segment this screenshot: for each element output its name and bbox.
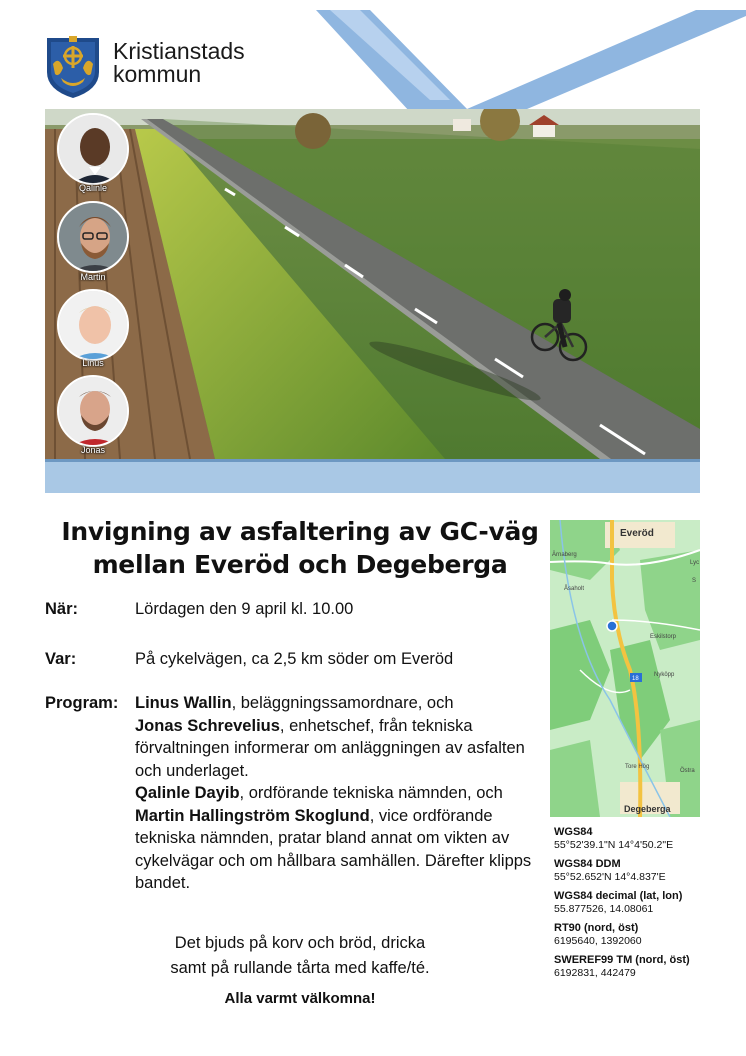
offer-line2: samt på rullande tårta med kaffe/té. [170,959,430,977]
coat-of-arms-logo [45,34,101,100]
coord-value: 6195640, 1392060 [554,935,642,947]
org-name-line1: Kristianstads [113,38,245,64]
page-title [40,515,560,581]
welcome-text: Alla varmt välkomna! [224,990,376,1007]
decorative-stripes [300,0,746,112]
when-label: När: [45,600,79,618]
coord-value: 55°52'39.1"N 14°4'50.2"E [554,839,674,851]
organization-name [113,40,245,86]
coord-label: WGS84 decimal (lat, lon) [554,890,683,902]
coord-wgs84-decimal [554,889,724,916]
map-label-nykopp: Nyköpp [654,672,675,678]
program-name-qalinle: Qalinle Dayib [135,784,240,802]
coord-wgs84 [554,825,724,852]
map-label-tore-hog: Tore Hög [625,764,650,770]
avatar-label-jonas: Jonas [80,445,106,455]
avatar-label-martin: Martin [80,272,106,282]
hero-photo [45,109,700,459]
avatar-label-qalinle: Qalinle [78,183,107,193]
location-map [550,520,700,817]
coord-value: 55°52.652'N 14°4.837'E [554,871,666,883]
program-text-4: , vice ordförande tekniska nämnden, pratar bland annat om vikten av cykelvägar och om hållbara samhällen. Därefter klipps bandet. [135,806,532,892]
title-line2: mellan Everöd och Degeberga [92,550,508,579]
program-name-martin: Martin Hallingström Skoglund [135,806,370,825]
program-text-2: , enhetschef, från tekniska förvaltningen informerar om anläggningen av asfalten och underlaget. [135,716,525,780]
program-name-linus: Linus Wallin [135,694,232,712]
avatar-linus [57,289,129,361]
coordinates-list [554,825,724,985]
program-text [135,692,555,895]
coord-label: RT90 (nord, öst) [554,922,639,934]
org-name-line2: kommun [113,61,202,87]
coord-sweref99 [554,953,724,980]
hero-band [45,459,700,493]
map-label-ostra: Östra [680,768,695,774]
coord-rt90 [554,921,724,948]
map-label-s: S [692,578,697,584]
program-text-1: , beläggningssamordnare, och [231,694,454,712]
program-label: Program: [45,694,119,712]
where-label: Var: [45,650,77,668]
coord-label: WGS84 [554,826,593,838]
avatar-label-linus: Linus [82,358,104,368]
map-label-asaholt: Åsaholt [564,586,585,592]
map-label-everod: Everöd [620,528,654,539]
avatar-jonas [57,375,129,447]
map-label-degeberga: Degeberga [624,804,671,814]
program-text-3: , ordförande tekniska nämnden, och [239,784,503,802]
map-label-armaberg: Ärnaberg [552,552,577,558]
avatar-qalinle [57,113,129,185]
map-label-road: 18 [632,676,639,682]
coord-label: WGS84 DDM [554,858,621,870]
offer-line1: Det bjuds på korv och bröd, dricka [174,934,426,952]
map-label-eskilstorp: Eskilstorp [650,634,677,640]
coord-wgs84-ddm [554,857,724,884]
title-line1: Invigning av asfaltering av GC-väg [61,517,539,546]
where-value: På cykelvägen, ca 2,5 km söder om Everöd [135,650,454,668]
map-label-lyc: Lyc [690,560,700,566]
offer-text [100,931,500,981]
program-name-jonas: Jonas Schrevelius [135,716,280,735]
coord-value: 55.877526, 14.08061 [554,903,654,915]
when-value: Lördagen den 9 april kl. 10.00 [135,600,354,618]
avatar-martin [57,201,129,273]
coord-value: 6192831, 442479 [554,967,636,979]
coord-label: SWEREF99 TM (nord, öst) [554,954,690,966]
